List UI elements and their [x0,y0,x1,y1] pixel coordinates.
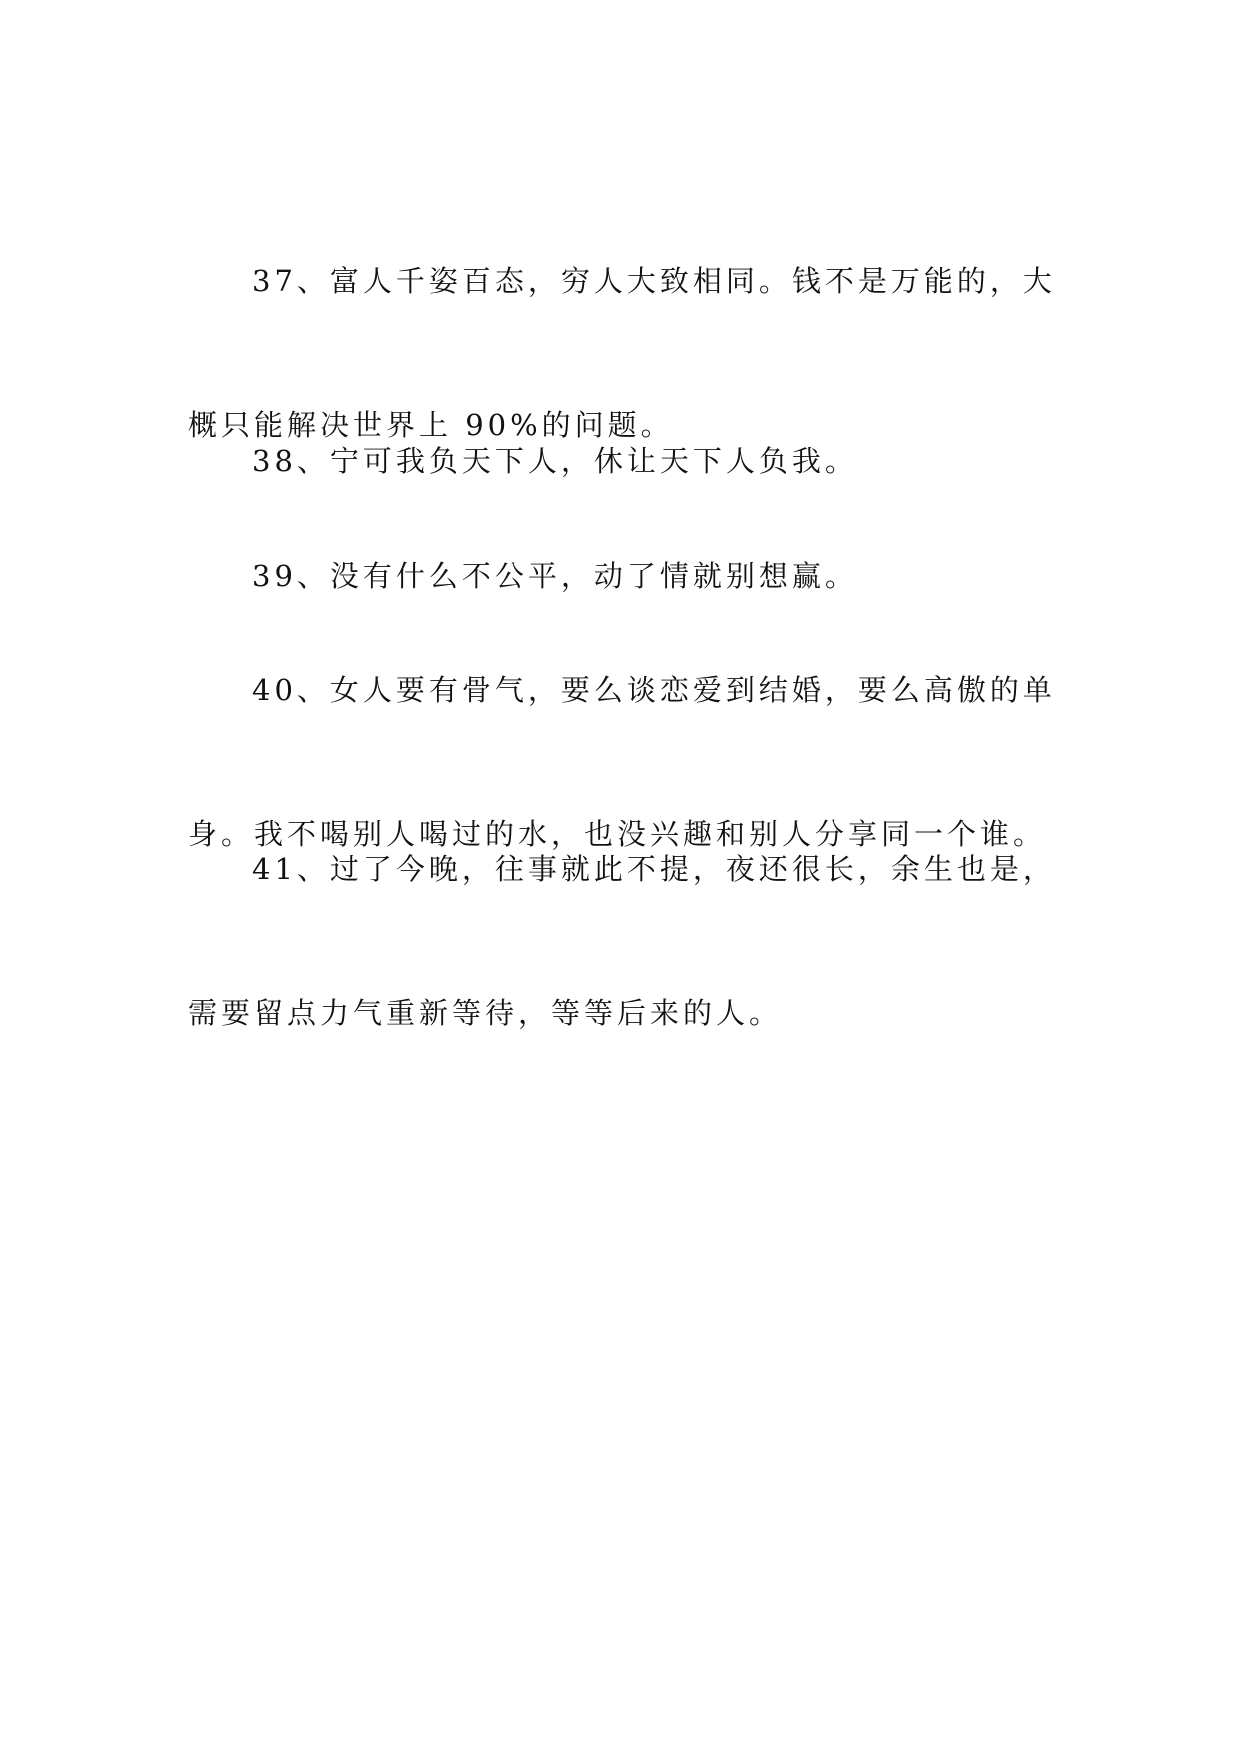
paragraph-line: 概只能解决世界上 90%的问题。 [188,408,674,442]
paragraph-line: 38、宁可我负天下人，休让天下人负我。 [252,444,858,478]
paragraph-line: 41、过了今晚，往事就此不提，夜还很长，余生也是， [252,852,1056,886]
paragraph-line: 需要留点力气重新等待，等等后来的人。 [188,996,783,1030]
paragraph-line: 39、没有什么不公平，动了情就别想赢。 [252,559,858,593]
paragraph-line: 37、富人千姿百态，穷人大致相同。钱不是万能的，大 [252,264,1056,298]
paragraph-41 [188,749,1068,1133]
paragraph-line: 40、女人要有骨气，要么谈恋爱到结婚，要么高傲的单 [252,673,1056,707]
paragraph-line: 身。我不喝别人喝过的水，也没兴趣和别人分享同一个谁。 [188,817,1047,851]
